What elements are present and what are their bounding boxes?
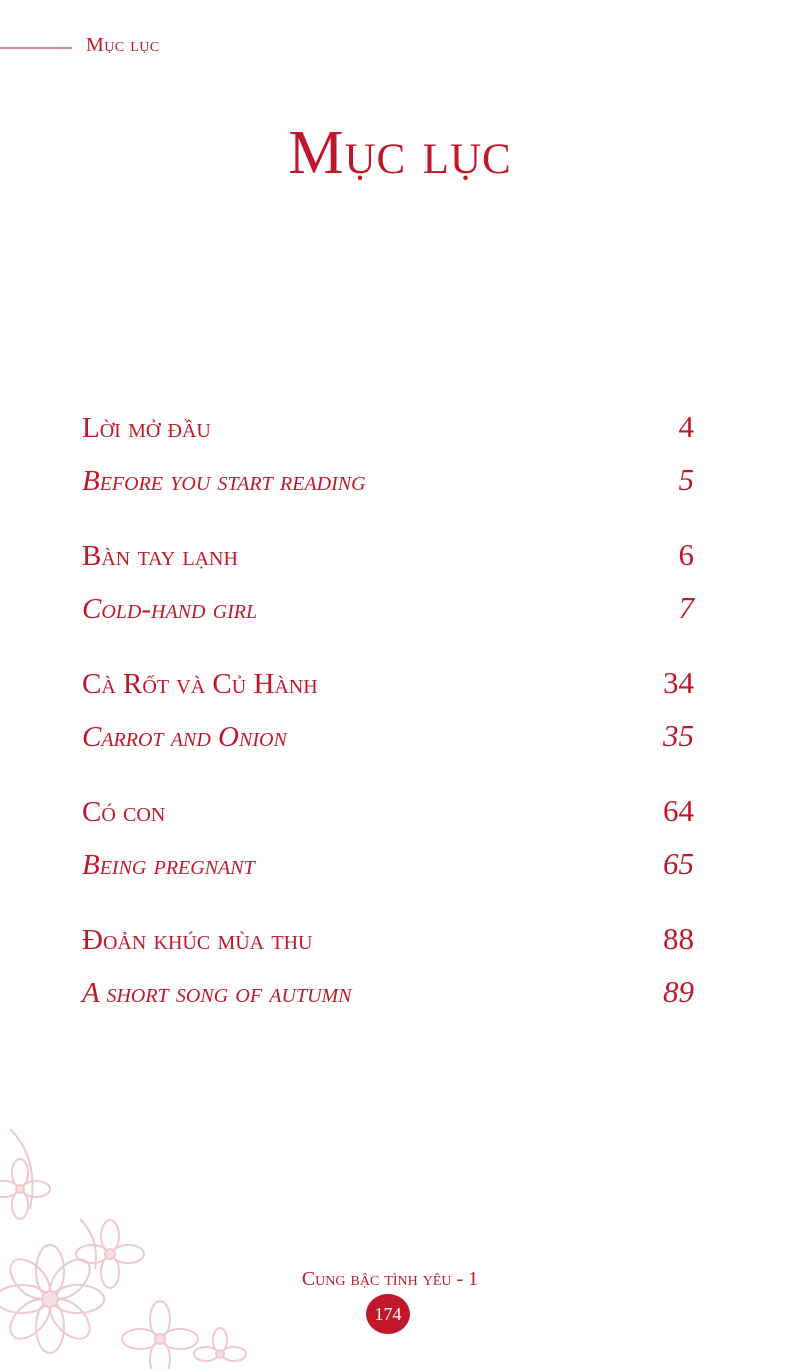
toc-entry-page: 4 bbox=[678, 409, 694, 444]
toc-entry-title: Cold-hand girl bbox=[82, 593, 258, 625]
flower-decoration bbox=[0, 1069, 300, 1369]
toc-entry bbox=[82, 400, 694, 453]
toc-entry-page: 65 bbox=[663, 846, 694, 881]
toc-entry-title: Bàn tay lạnh bbox=[82, 540, 238, 572]
table-of-contents bbox=[82, 400, 694, 1040]
toc-entry bbox=[82, 912, 694, 965]
toc-entry-page: 34 bbox=[663, 665, 694, 700]
page-number-badge: 174 bbox=[366, 1294, 410, 1334]
toc-entry bbox=[82, 581, 694, 634]
toc-entry bbox=[82, 528, 694, 581]
toc-entry-title: Đoản khúc mùa thu bbox=[82, 924, 313, 956]
toc-entry bbox=[82, 837, 694, 890]
toc-entry-title: Cà Rốt và Củ Hành bbox=[82, 668, 318, 700]
toc-group bbox=[82, 912, 694, 1018]
page-title: Mục lục bbox=[288, 119, 512, 187]
toc-entry bbox=[82, 784, 694, 837]
toc-group bbox=[82, 656, 694, 762]
footer-book-title: Cung bậc tình yêu - 1 bbox=[301, 1268, 479, 1290]
toc-entry-page: 89 bbox=[663, 974, 694, 1009]
toc-entry-page: 88 bbox=[663, 921, 694, 956]
toc-entry bbox=[82, 656, 694, 709]
toc-entry-title: Carrot and Onion bbox=[82, 721, 287, 753]
toc-entry bbox=[82, 709, 694, 762]
header-rule bbox=[0, 47, 72, 49]
toc-entry-page: 64 bbox=[663, 793, 694, 828]
toc-entry-page: 6 bbox=[678, 537, 694, 572]
toc-group bbox=[82, 528, 694, 634]
toc-entry-page: 7 bbox=[678, 590, 694, 625]
toc-entry-title: Being pregnant bbox=[82, 849, 255, 881]
toc-entry-title: Có con bbox=[82, 796, 166, 828]
toc-entry-title: A short song of autumn bbox=[82, 977, 352, 1009]
toc-entry-title: Before you start reading bbox=[82, 465, 366, 497]
toc-entry bbox=[82, 453, 694, 506]
running-head: Mục lục bbox=[86, 34, 160, 56]
toc-entry-page: 5 bbox=[678, 462, 694, 497]
toc-group bbox=[82, 784, 694, 890]
toc-group bbox=[82, 400, 694, 506]
toc-entry-title: Lời mở đầu bbox=[82, 412, 211, 444]
toc-entry bbox=[82, 965, 694, 1018]
toc-entry-page: 35 bbox=[663, 718, 694, 753]
